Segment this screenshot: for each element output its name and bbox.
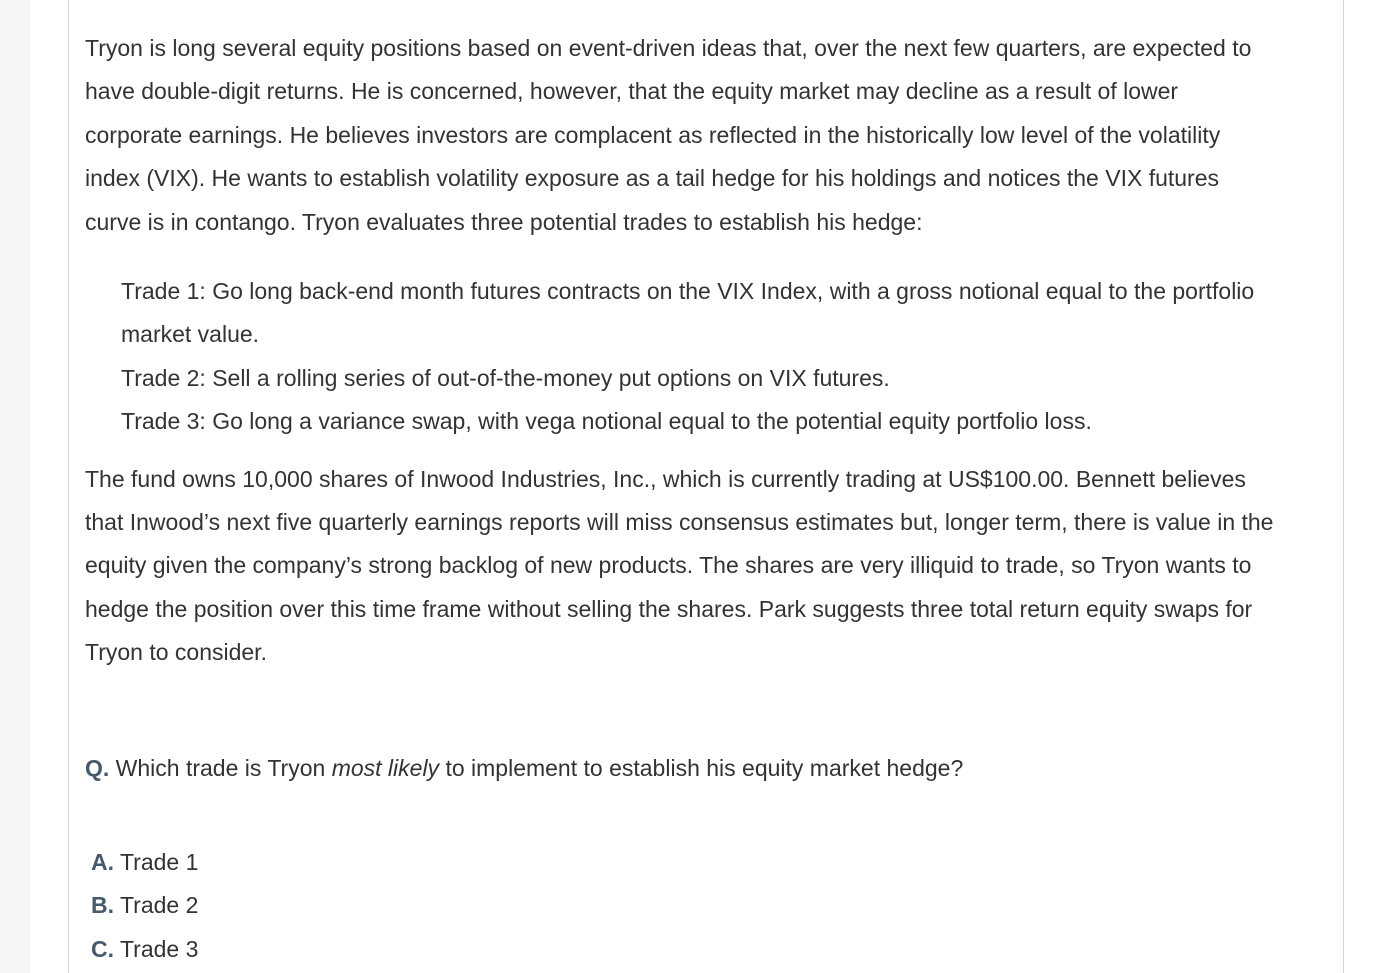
question-text-before: Which trade is Tryon (109, 755, 332, 781)
second-line: hedge the position over this time frame without selling the shares. Park suggests three total return equity swaps for (85, 595, 1253, 622)
trade-item-1 (121, 270, 1330, 357)
trade-line: Trade 1: Go long back-end month futures contracts on the VIX Index, with a gross notional equal to the portfolio (121, 278, 1255, 305)
option-c[interactable] (91, 928, 198, 971)
trade-item-3 (121, 400, 1330, 443)
answer-options (91, 841, 198, 971)
trade-line: market value. (121, 321, 260, 348)
intro-line: curve is in contango. Tryon evaluates three potential trades to establish his hedge: (85, 208, 923, 235)
trade-list (121, 270, 1330, 444)
trade-line: Trade 3: Go long a variance swap, with vega notional equal to the potential equity portfolio loss. (121, 408, 1092, 435)
intro-line: index (VIX). He wants to establish volatility exposure as a tail hedge for his holdings and notices the VIX futures (85, 165, 1220, 192)
question-stem (85, 747, 963, 790)
option-letter: C. (91, 935, 114, 962)
second-line: equity given the company’s strong backlog of new products. The shares are very illiquid to trade, so Tryon wants to (85, 552, 1252, 579)
intro-paragraph (85, 27, 1330, 244)
trade-item-2 (121, 357, 1330, 400)
second-paragraph (85, 458, 1330, 675)
intro-line: Tryon is long several equity positions based on event-driven ideas that, over the next few quarters, are expected to (85, 35, 1252, 61)
content (85, 27, 1330, 962)
question-text-after: to implement to establish his equity market hedge? (439, 755, 964, 781)
question-label: Q. (85, 755, 110, 781)
option-text: Trade 1 (114, 849, 199, 875)
left-gutter (0, 0, 30, 973)
question-panel (68, 0, 1344, 973)
option-a[interactable] (91, 841, 198, 884)
option-letter: B. (91, 892, 114, 919)
trade-line: Trade 2: Sell a rolling series of out-of-the-money put options on VIX futures. (121, 364, 890, 391)
second-line: that Inwood’s next five quarterly earnings reports will miss consensus estimates but, longer term, there is value in the (85, 509, 1274, 536)
option-text: Trade 2 (114, 892, 199, 919)
option-b[interactable] (91, 884, 198, 927)
second-line: Tryon to consider. (85, 639, 267, 666)
second-line: The fund owns 10,000 shares of Inwood Industries, Inc., which is currently trading at US$100.00. Bennett believes (85, 465, 1246, 492)
intro-line: corporate earnings. He believes investors are complacent as reflected in the historically low level of the volatility (85, 121, 1221, 148)
intro-line: have double-digit returns. He is concerned, however, that the equity market may decline as a result of lower (85, 78, 1179, 105)
question-emphasis: most likely (331, 755, 440, 781)
option-letter: A. (91, 849, 114, 875)
option-text: Trade 3 (114, 935, 199, 962)
